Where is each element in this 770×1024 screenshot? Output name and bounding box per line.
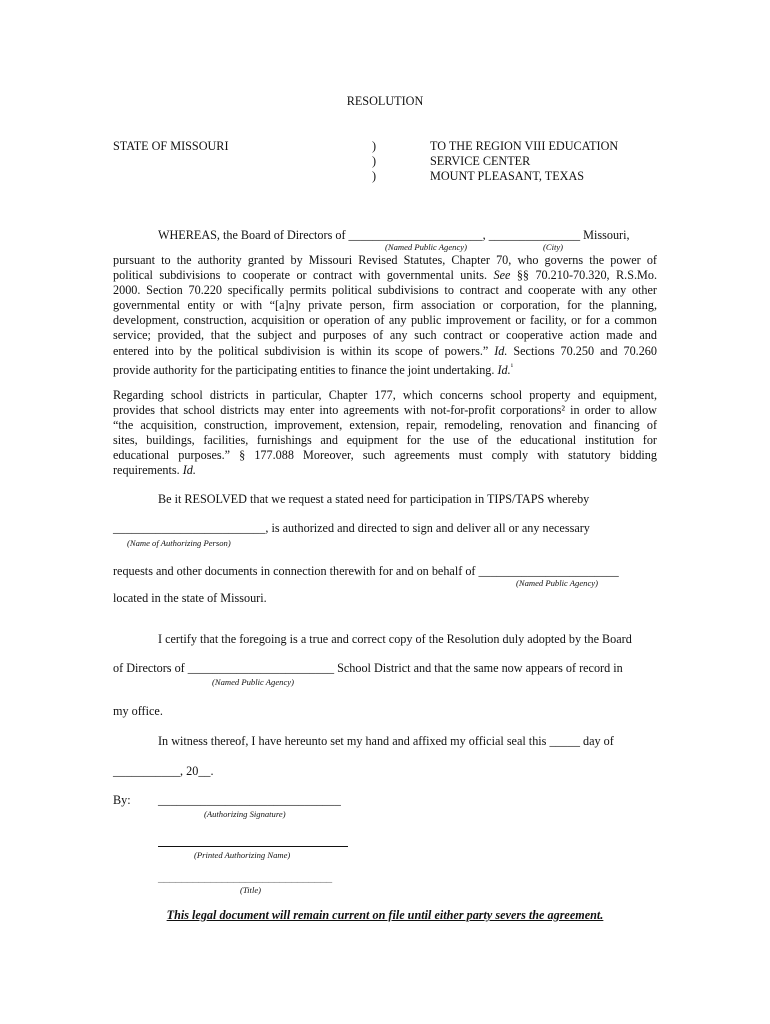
regarding-line: sites, buildings, facilities, furnishings and equipment for the use of the educational institution for bbox=[113, 433, 657, 448]
whereas-line: development, construction, acquisition or operation of any public improvement or facility, or for a common bbox=[113, 313, 657, 328]
document-title: RESOLUTION bbox=[346, 94, 424, 108]
bracket-2: ) bbox=[372, 154, 377, 168]
resolved-line-4: located in the state of Missouri. bbox=[113, 591, 267, 605]
resolved-line-1: Be it RESOLVED that we request a stated need for participation in TIPS/TAPS whereby bbox=[158, 492, 590, 506]
by-label: By: bbox=[113, 793, 131, 807]
title-line: ______________________________ bbox=[158, 870, 332, 884]
signature-line: ______________________________ bbox=[158, 793, 341, 807]
regarding-line: requirements. Id. bbox=[113, 463, 196, 478]
caption-authorizing-person: (Name of Authorizing Person) bbox=[127, 538, 231, 548]
whereas-first-line: WHEREAS, the Board of Directors of ______________________, _______________ Missouri, bbox=[158, 228, 630, 242]
resolved-line-2: _________________________, is authorized and directed to sign and deliver all or any necessary bbox=[113, 521, 590, 535]
whereas-paragraph bbox=[113, 253, 657, 378]
caption-city: (City) bbox=[543, 242, 564, 252]
whereas-line: service; provided, that the subject and purposes of any such contract or cooperative action made and bbox=[113, 328, 657, 343]
whereas-line: pursuant to the authority granted by Missouri Revised Statutes, Chapter 70, who governs the power of bbox=[113, 253, 657, 267]
bracket-3: ) bbox=[372, 169, 377, 183]
regarding-line: provides that school districts may enter into agreements with not-for-profit corporations² in order to allow bbox=[113, 403, 657, 418]
certify-line-1: I certify that the foregoing is a true and correct copy of the Resolution duly adopted by the Board bbox=[158, 632, 632, 646]
recipient-line-3: MOUNT PLEASANT, TEXAS bbox=[430, 169, 585, 183]
whereas-line: governmental entity or with “[a]ny private person, firm association or corporation, for the planning, bbox=[113, 298, 657, 313]
recipient-line-1: TO THE REGION VIII EDUCATION bbox=[430, 139, 619, 153]
regarding-line: “the acquisition, construction, improvement, extension, repair, remodeling, renovation and financing of bbox=[113, 418, 657, 433]
witness-line-1: In witness thereof, I have hereunto set my hand and affixed my official seal this _____ day of bbox=[158, 734, 614, 748]
caption-printed-name: (Printed Authorizing Name) bbox=[194, 850, 291, 860]
regarding-line: educational purposes.” § 177.088 Moreover, such agreements must comply with statutory bidding bbox=[113, 448, 657, 463]
caption-named-public-agency-2: (Named Public Agency) bbox=[516, 578, 598, 588]
caption-authorizing-signature: (Authorizing Signature) bbox=[204, 809, 286, 819]
whereas-line: 2000. Section 70.220 specifically permits political subdivisions to contract and cooperate with any other bbox=[113, 283, 657, 298]
regarding-paragraph bbox=[113, 388, 657, 479]
state-label: STATE OF MISSOURI bbox=[113, 139, 229, 153]
certify-line-2: of Directors of ________________________ School District and that the same now appears of record in bbox=[113, 661, 623, 675]
bracket-1: ) bbox=[372, 139, 377, 153]
certify-line-3: my office. bbox=[113, 704, 163, 718]
printed-name-line bbox=[158, 846, 348, 847]
footer-note: This legal document will remain current on file until either party severs the agreement. bbox=[166, 908, 604, 922]
resolved-line-3: requests and other documents in connection therewith for and on behalf of _______________________ bbox=[113, 564, 619, 578]
regarding-line: Regarding school districts in particular, Chapter 177, which concerns school property and equipment, bbox=[113, 388, 657, 402]
recipient-line-2: SERVICE CENTER bbox=[430, 154, 531, 168]
caption-named-public-agency-3: (Named Public Agency) bbox=[212, 677, 294, 687]
whereas-line: entered into by the political subdivision is within its scope of powers.” Id. Sections 70.250 and 70.260 bbox=[113, 343, 657, 358]
witness-line-2: ___________, 20__. bbox=[113, 764, 214, 778]
whereas-line: provide authority for the participating entities to finance the joint undertaking. Id.$^{^1}$ bbox=[113, 361, 514, 377]
caption-named-public-agency: (Named Public Agency) bbox=[385, 242, 467, 252]
whereas-line: political subdivisions to cooperate or contract with governmental units. See §§ 70.210-70.320, R.S.Mo. bbox=[113, 268, 657, 283]
caption-title: (Title) bbox=[240, 885, 262, 895]
